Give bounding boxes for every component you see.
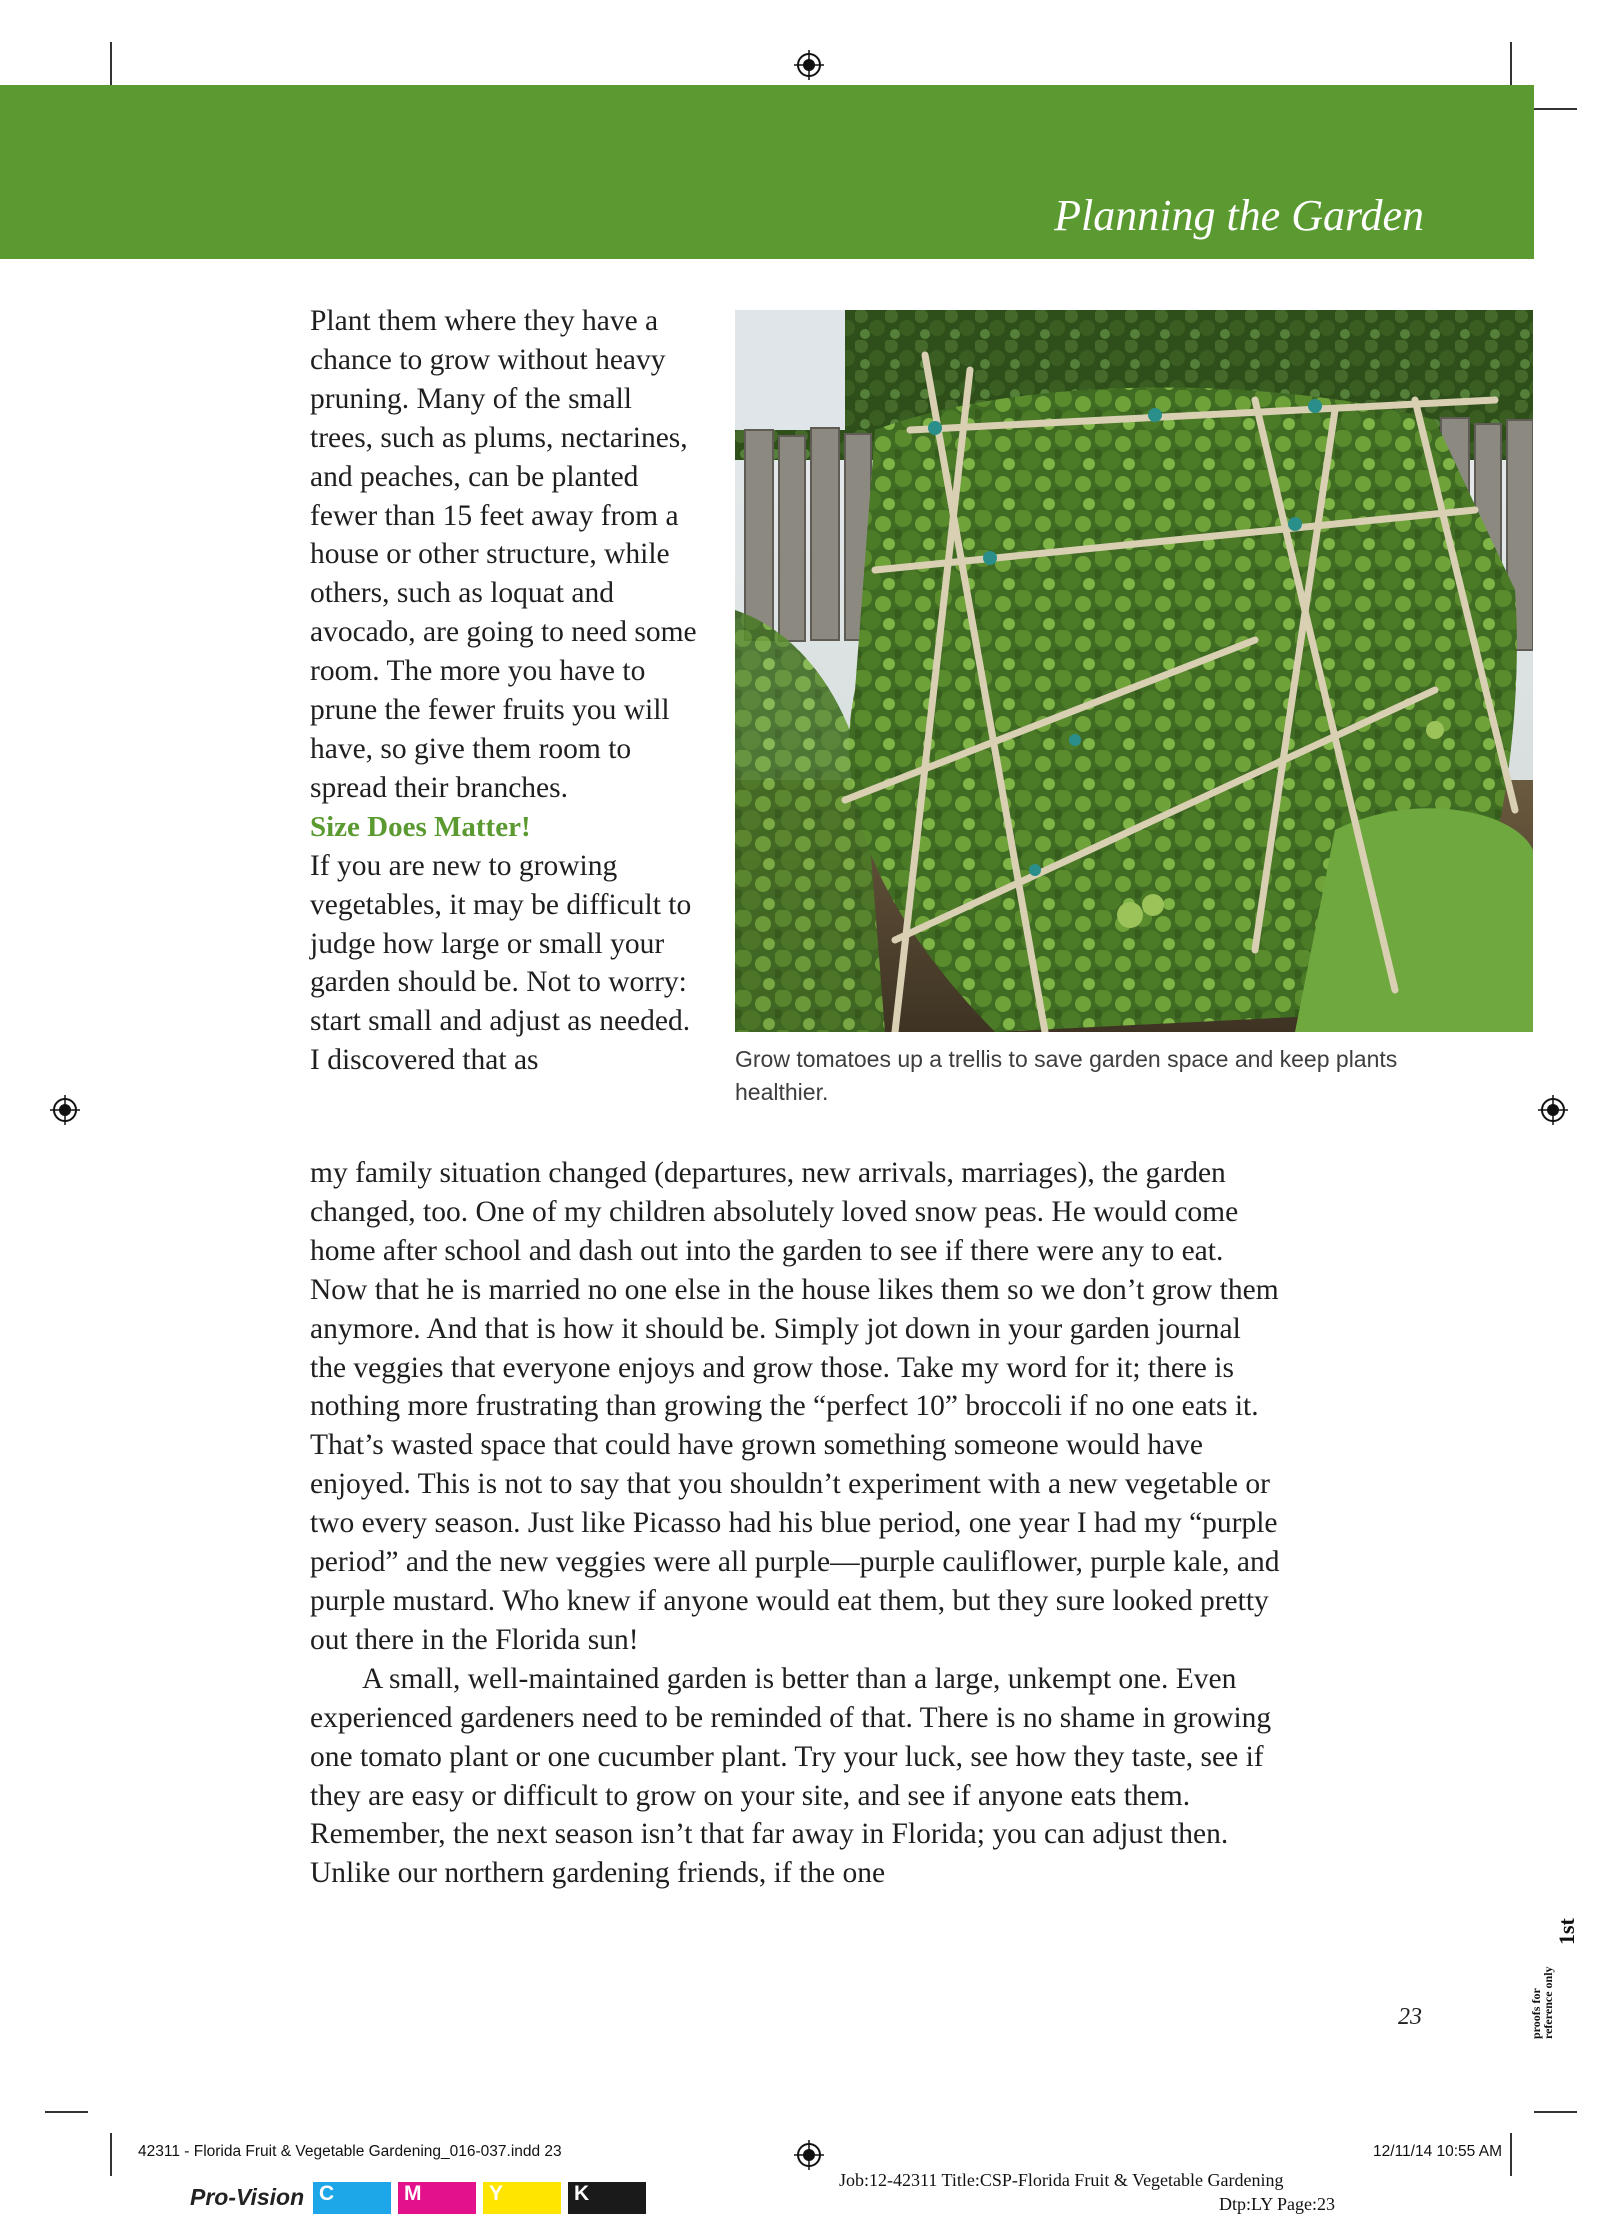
swatch-yellow bbox=[483, 2182, 561, 2214]
swatch-black bbox=[568, 2182, 646, 2214]
chapter-header-band bbox=[0, 85, 1534, 259]
swatch-yellow-label: Y bbox=[489, 2182, 504, 2205]
crop-mark-bottom-left-vertical bbox=[110, 2133, 112, 2176]
proof-stamp-main: 1st bbox=[1554, 1918, 1579, 1945]
swatch-magenta bbox=[398, 2182, 476, 2214]
swatch-cyan-label: C bbox=[319, 2182, 335, 2205]
left-column bbox=[310, 302, 700, 1080]
running-header-title: Planning the Garden bbox=[1054, 191, 1424, 240]
crop-mark-top-right-horizontal bbox=[1534, 108, 1577, 110]
crop-mark-top-left-vertical bbox=[110, 42, 112, 85]
crop-mark-bottom-right-horizontal bbox=[1534, 2111, 1577, 2113]
intro-paragraph: Plant them where they have a chance to grow without heavy pruning. Many of the small trees, such as plums, nectarines, and peaches, can be planted fewer than 15 feet away from a house or other structure, while others, such as loquat and avocado, are going to need some room. The more you have to prune the fewer fruits you will have, so give them room to spread their branches. bbox=[310, 305, 697, 804]
date-slug: 12/11/14 10:55 AM bbox=[1373, 2143, 1502, 2160]
swatch-black-label: K bbox=[574, 2182, 590, 2205]
registration-mark-bottom-icon bbox=[794, 2140, 824, 2170]
registration-mark-left-icon bbox=[50, 1095, 80, 1125]
swatch-magenta-label: M bbox=[404, 2182, 422, 2205]
registration-mark-right-icon bbox=[1538, 1095, 1568, 1125]
proof-stamp-sub: proofs for reference only bbox=[1529, 1966, 1555, 2039]
photo-caption: Grow tomatoes up a trellis to save garden space and keep plants healthier. bbox=[735, 1046, 1398, 1105]
crop-mark-bottom-left-horizontal bbox=[45, 2111, 88, 2113]
registration-mark-top-icon bbox=[794, 50, 824, 80]
crop-mark-bottom-right-vertical bbox=[1510, 2133, 1512, 2176]
proof-stamp bbox=[1522, 1905, 1592, 2045]
crop-mark-top-right-vertical bbox=[1510, 42, 1512, 85]
section-heading: Size Does Matter! bbox=[310, 810, 531, 843]
tomato-trellis-image bbox=[735, 310, 1533, 1032]
second-paragraph: A small, well-maintained garden is better than a large, unkempt one. Even experienced gardeners need to be reminded of that. There is no shame in growing one tomato plant or one cucumber plant. Try your luck, see how they taste, see if they are easy or difficult to grow on your site, and see if anyone eats them. Remember, the next season isn’t that far away in Florida; you can adjust then. Unlike our northern gardening friends, if the one bbox=[310, 1662, 1272, 1890]
job-line: Job:12-42311 Title:CSP-Florida Fruit & Vegetable Gardening bbox=[839, 2170, 1284, 2190]
dtp-line: Dtp:LY Page:23 bbox=[1219, 2194, 1336, 2214]
page-number: 23 bbox=[1398, 2004, 1422, 2030]
continuation-paragraph: my family situation changed (departures, new arrivals, marriages), the garden changed, too. One of my children absolutely loved snow peas. He would come home after school and dash out into the garden to see if there were any to eat. Now that he is married no one else in the house likes them so we don’t grow them anymore. And that is how it should be. Simply jot down in your garden journal the veggies that everyone enjoys and grow those. Take my word for it; there is nothing more frustrating than growing the “perfect 10” broccoli if no one eats it. That’s wasted space that could have grown something someone would have enjoyed. This is not to say that you shouldn’t experiment with a new vegetable or two every season. Just like Picasso had his blue period, one year I had my “purple period” and the new veggies were all purple—purple cauliflower, purple kale, and purple mustard. Who knew if anyone would eat them, but they sure looked pretty out there in the Florida sun! bbox=[310, 1157, 1280, 1656]
section-intro-paragraph: If you are new to growing vegetables, it may be difficult to judge how large or small your garden should be. Not to worry: start small and adjust as needed. I discovered that as bbox=[310, 849, 692, 1077]
file-slug: 42311 - Florida Fruit & Vegetable Gardening_016-037.indd 23 bbox=[138, 2143, 562, 2160]
tomato-trellis-photo bbox=[735, 310, 1533, 1032]
swatch-cyan bbox=[313, 2182, 391, 2214]
printer-name: Pro-Vision bbox=[190, 2184, 305, 2210]
main-text bbox=[310, 1154, 1280, 1893]
